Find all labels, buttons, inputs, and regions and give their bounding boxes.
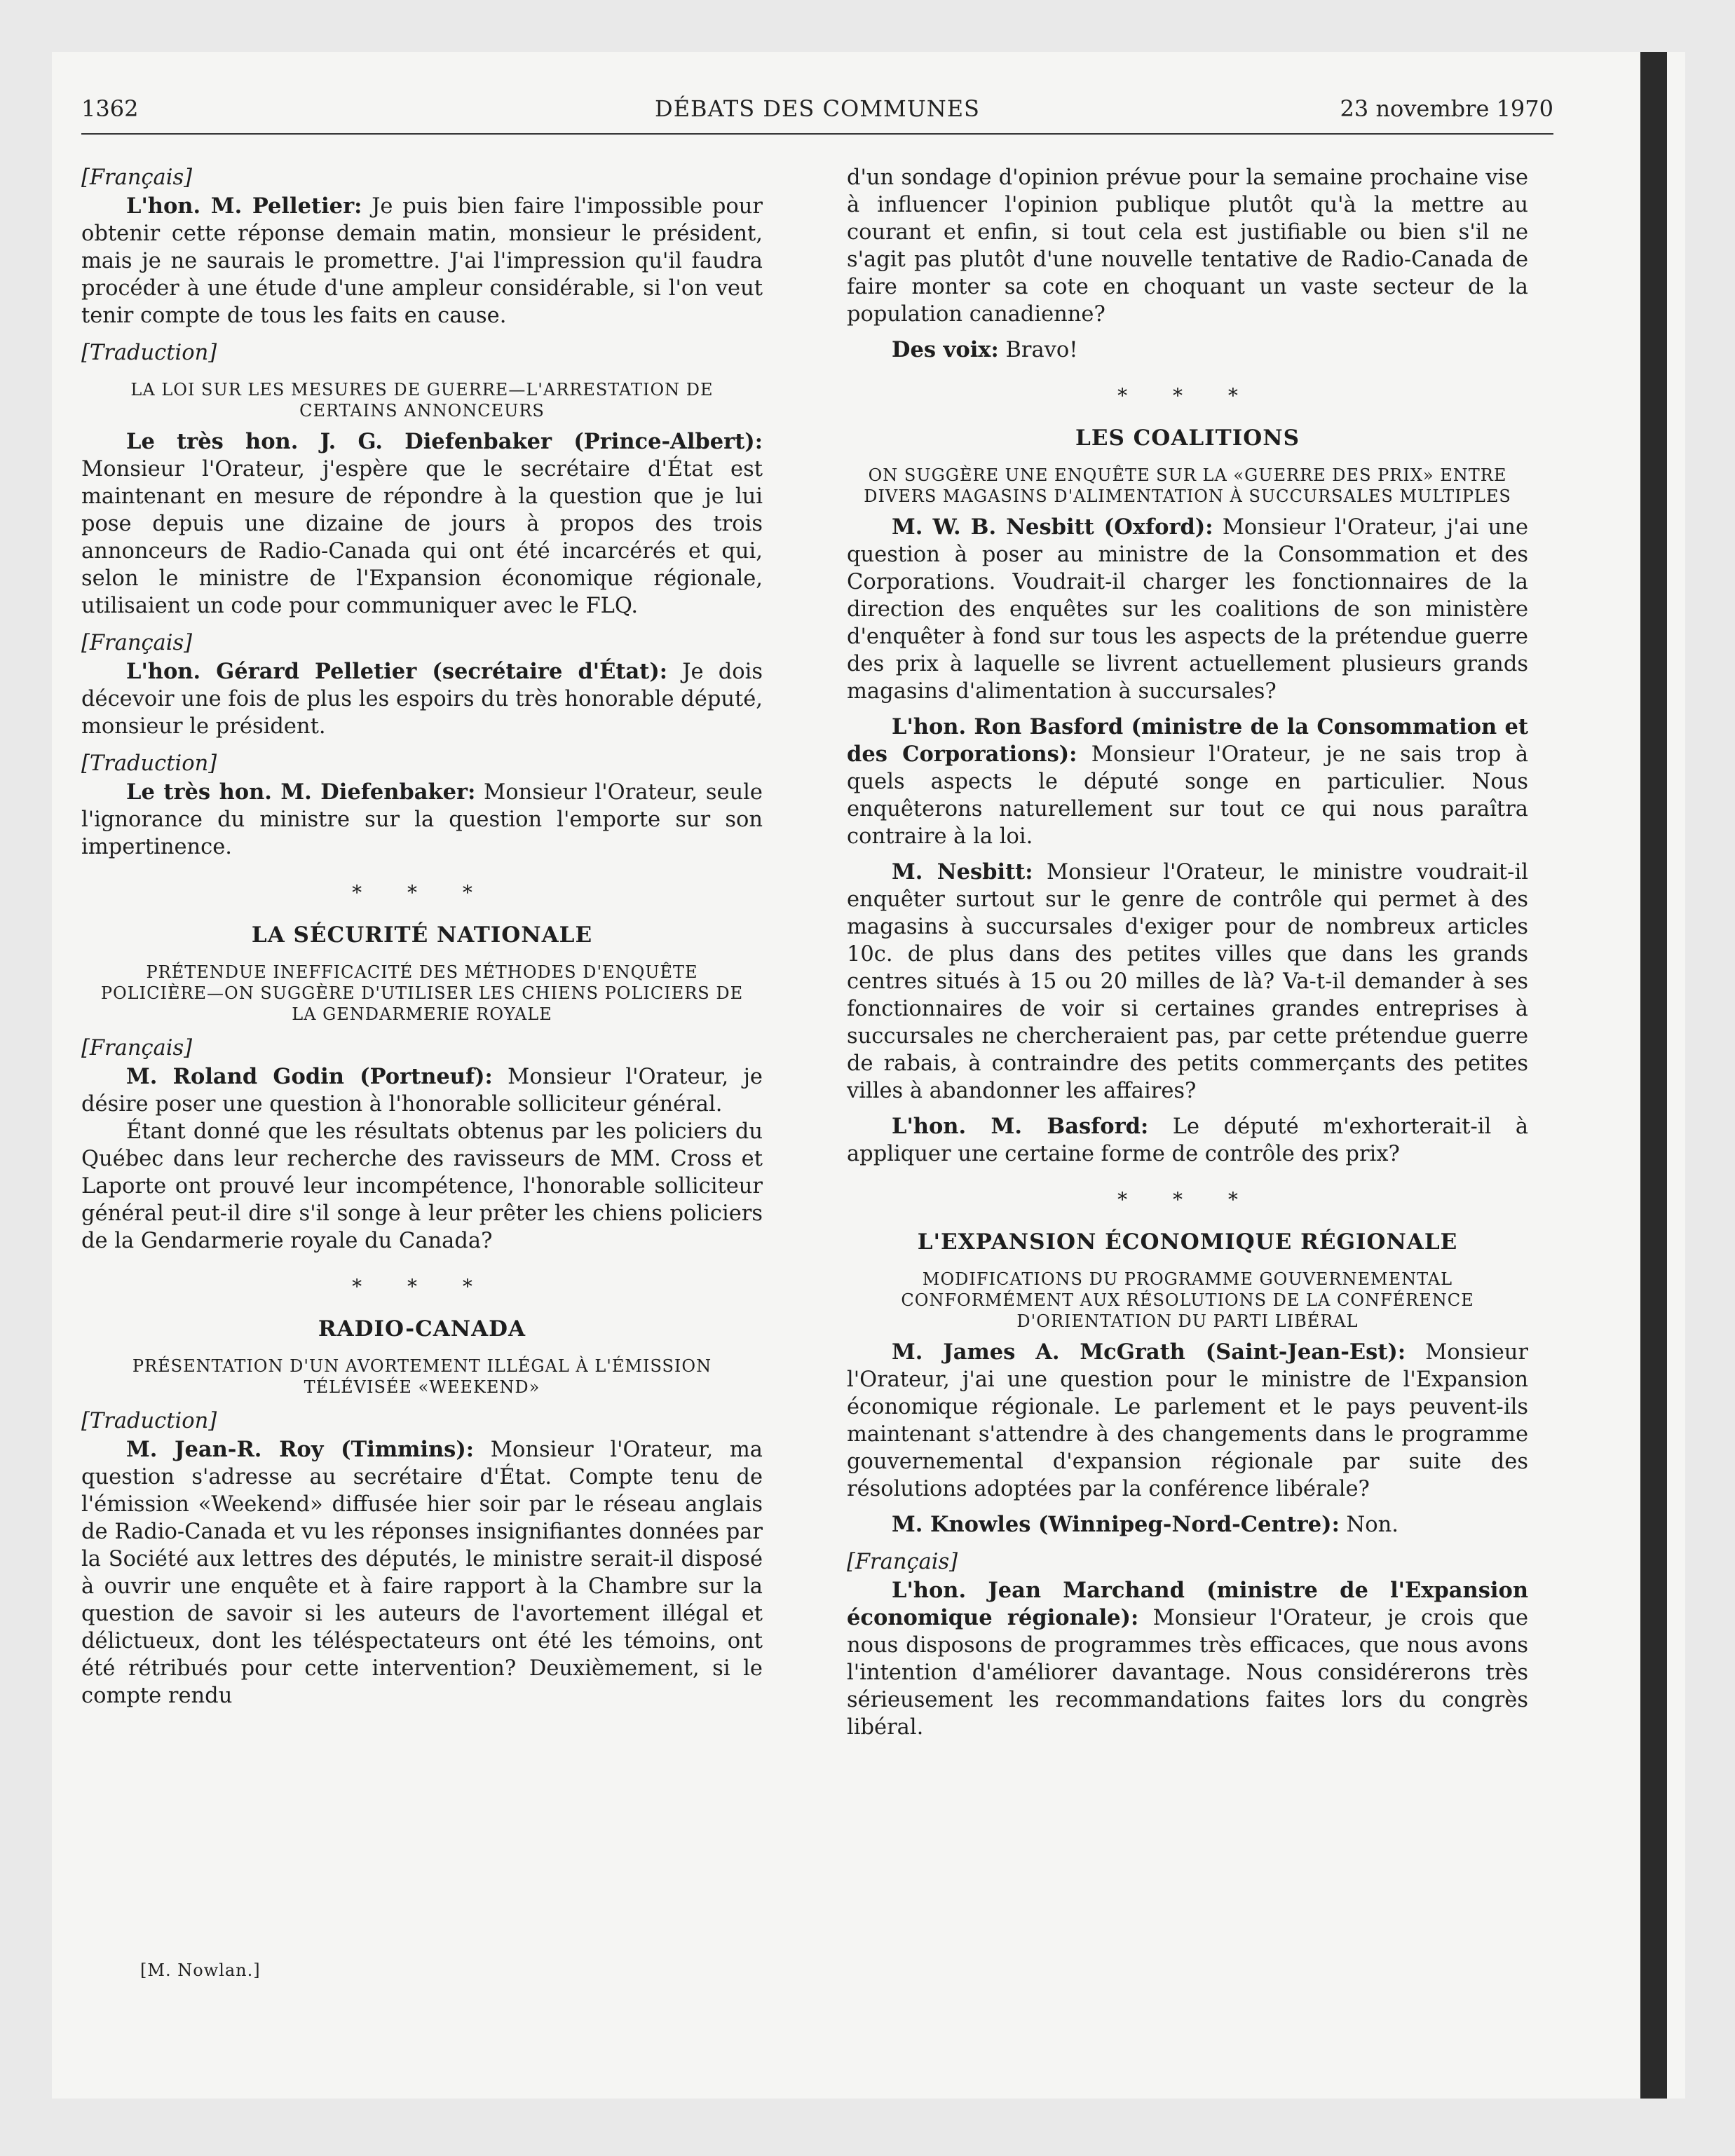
paragraph xyxy=(847,1113,1528,1168)
language-tag: [Traduction] xyxy=(81,341,217,365)
speaker: Des voix: xyxy=(892,337,999,362)
paragraph xyxy=(847,1577,1528,1741)
footer-speaker-note: [M. Nowlan.] xyxy=(140,1960,261,1980)
speaker: M. James A. McGrath (Saint-Jean-Est): xyxy=(892,1339,1406,1365)
section-heading: LA SÉCURITÉ NATIONALE xyxy=(251,922,593,948)
speaker: L'hon. M. Pelletier: xyxy=(126,193,362,219)
language-tag: [Français] xyxy=(81,165,193,190)
language-tag: [Traduction] xyxy=(81,1409,217,1433)
speech: Monsieur l'Orateur, je crois que nous disposons de programmes très efficaces, que nous avons l'intention d'améliorer davantage. Nous considérerons très sérieusement les recommandations faites lors du congrès libéral. xyxy=(847,1606,1529,1740)
paragraph xyxy=(847,514,1528,705)
speaker: M. W. B. Nesbitt (Oxford): xyxy=(892,514,1213,540)
speaker: M. Jean-R. Roy (Timmins): xyxy=(126,1437,475,1462)
section-heading: LES COALITIONS xyxy=(1075,425,1300,451)
language-tag: [Français] xyxy=(847,1550,958,1574)
subheading: LA LOI SUR LES MESURES DE GUERRE—L'ARRESTATION DE CERTAINS ANNONCEURS xyxy=(130,380,714,421)
paragraph xyxy=(847,859,1528,1105)
speaker: L'hon. M. Basford: xyxy=(892,1114,1149,1139)
speech: Bravo! xyxy=(998,338,1078,362)
speaker: L'hon. Jean Marchand (ministre de l'Expansion économique régionale): xyxy=(847,1578,1528,1630)
section-heading: L'EXPANSION ÉCONOMIQUE RÉGIONALE xyxy=(917,1229,1458,1255)
speech: Monsieur l'Orateur, seule l'ignorance du ministre sur la question l'emporte sur son impertinence. xyxy=(81,780,763,859)
paragraph xyxy=(81,1436,763,1710)
speaker: L'hon. Gérard Pelletier (secrétaire d'État): xyxy=(126,659,668,684)
language-tag: [Français] xyxy=(81,1036,193,1060)
section-separator: * * * xyxy=(1117,384,1258,407)
page-date: 23 novembre 1970 xyxy=(1340,95,1553,122)
paragraph xyxy=(847,1339,1528,1503)
speaker: Le très hon. J. G. Diefenbaker (Prince-Albert): xyxy=(126,429,763,454)
paragraph: d'un sondage d'opinion prévue pour la semaine prochaine vise à influencer l'opinion publique plutôt qu'à la mettre au courant et enfin, si tout cela est justifiable ou bien s'il ne s'agit pas plutôt d'une nouvelle tentative de Radio-Canada de faire monter sa cote en choquant un vaste secteur de la population canadienne? xyxy=(847,165,1528,327)
language-tag: [Traduction] xyxy=(81,751,217,776)
speaker: Le très hon. M. Diefenbaker: xyxy=(126,779,476,805)
speech: Monsieur l'Orateur, je désire poser une question à l'honorable solliciteur général. xyxy=(81,1065,763,1117)
speech: Non. xyxy=(1339,1513,1399,1537)
speech: Monsieur l'Orateur, le ministre voudrait-il enquêter surtout sur le genre de contrôle qui permet à des magasins à succursales d'exiger pour de nombreux articles 10c. de plus dans des petites villes que dans les grands centres situés à 15 ou 20 milles de là? Va-t-il demander à ses fonctionnaires de voir si certaines grandes entreprises à succursales ne chercheraient pas, par cette prétendue guerre de rabais, à contraindre des petits commerçants des petites villes à abandonner les affaires? xyxy=(847,860,1528,1103)
speaker: L'hon. Ron Basford (ministre de la Consommation et des Corporations): xyxy=(847,714,1528,767)
paragraph xyxy=(847,336,1528,364)
page-title: DÉBATS DES COMMUNES xyxy=(655,95,980,122)
paragraph xyxy=(81,193,763,329)
speech: Monsieur l'Orateur, j'espère que le secrétaire d'État est maintenant en mesure de répondre à la question que je lui pose depuis une dizaine de jours à propos des trois annonceurs de Radio-Canada qui ont été incarcérés et qui, selon le ministre de l'Expansion économique régionale, utilisaient un code pour communiquer avec le FLQ. xyxy=(81,457,763,618)
speaker: M. Nesbitt: xyxy=(892,859,1033,885)
right-column xyxy=(847,164,1528,1741)
subheading: PRÉSENTATION D'UN AVORTEMENT ILLÉGAL À L'ÉMISSION TÉLÉVISÉE «WEEKEND» xyxy=(132,1356,712,1397)
speech: Monsieur l'Orateur, j'ai une question pour le ministre de l'Expansion économique régionale. Le parlement et le pays peuvent-ils maintenant s'attendre à des changements dans le programme gouvernemental d'expansion régionale par suite des résolutions adoptées par la conférence libérale? xyxy=(847,1340,1528,1501)
page-header xyxy=(81,95,1553,130)
paragraph xyxy=(81,779,763,861)
speaker: M. Roland Godin (Portneuf): xyxy=(126,1064,493,1089)
subheading: ON SUGGÈRE UNE ENQUÊTE SUR LA «GUERRE DES PRIX» ENTRE DIVERS MAGASINS D'ALIMENTATION À SUCCURSALES MULTIPLES xyxy=(864,465,1511,506)
paragraph xyxy=(81,1063,763,1118)
paragraph xyxy=(847,1511,1528,1538)
paragraph xyxy=(81,658,763,740)
subheading: PRÉTENDUE INEFFICACITÉ DES MÉTHODES D'ENQUÊTE POLICIÈRE—ON SUGGÈRE D'UTILISER LES CHIENS POLICIERS DE LA GENDARMERIE ROYALE xyxy=(100,962,744,1024)
speech: Monsieur l'Orateur, je ne sais trop à quels aspects le député songe en particulier. Nous enquêterons naturellement sur tout ce qui nous paraîtra contraire à la loi. xyxy=(847,742,1528,849)
section-separator: * * * xyxy=(1117,1188,1258,1211)
paragraph xyxy=(847,714,1528,850)
language-tag: [Français] xyxy=(81,631,193,655)
paragraph xyxy=(81,428,763,620)
subheading: MODIFICATIONS DU PROGRAMME GOUVERNEMENTAL CONFORMÉMENT AUX RÉSOLUTIONS DE LA CONFÉRENCE D'ORIENTATION DU PARTI LIBÉRAL xyxy=(901,1269,1474,1331)
paragraph: Étant donné que les résultats obtenus par les policiers du Québec dans leur recherche des ravisseurs de MM. Cross et Laporte ont prouvé leur incompétence, l'honorable solliciteur général peut-il dire s'il songe à leur prêter les chiens policiers de la Gendarmerie royale du Canada? xyxy=(81,1119,763,1253)
speech: Monsieur l'Orateur, j'ai une question à poser au ministre de la Consommation et des Corporations. Voudrait-il charger les fonctionnaires de la direction des enquêtes sur les coalitions de son ministère d'enquêter à fond sur tous les aspects de la prétendue guerre des prix à laquelle se livrent actuellement plusieurs grands magasins d'alimentation à succursales? xyxy=(847,515,1528,704)
speech: Je dois décevoir une fois de plus les espoirs du très honorable député, monsieur le président. xyxy=(81,660,763,739)
section-separator: * * * xyxy=(352,881,492,904)
section-heading: RADIO-CANADA xyxy=(318,1316,526,1342)
speech: Monsieur l'Orateur, ma question s'adresse au secrétaire d'État. Compte tenu de l'émission «Weekend» diffusée hier soir par le réseau anglais de Radio-Canada et vu les réponses insignifiantes données par la Société aux lettres des députés, le ministre serait-il disposé à ouvrir une enquête et à faire rapport à la Chambre sur la question de savoir si les auteurs de l'avortement illégal et délictueux, dont les téléspectateurs ont été les témoins, ont été rétribués pour cette intervention? Deuxièmement, si le compte rendu xyxy=(81,1438,763,1708)
section-separator: * * * xyxy=(352,1275,492,1298)
speaker: M. Knowles (Winnipeg-Nord-Centre): xyxy=(892,1512,1340,1537)
left-column xyxy=(81,164,763,1710)
header-rule xyxy=(81,133,1553,135)
speech: Je puis bien faire l'impossible pour obtenir cette réponse demain matin, monsieur le président, mais je ne saurais le promettre. J'ai l'impression qu'il faudra procéder à une étude d'une ampleur considérable, si l'on veut tenir compte de tous les faits en cause. xyxy=(81,194,763,328)
page-number: 1362 xyxy=(81,95,139,122)
speech: Le député m'exhorterait-il à appliquer une certaine forme de contrôle des prix? xyxy=(847,1114,1529,1166)
scan-edge-shadow xyxy=(1640,52,1667,2099)
